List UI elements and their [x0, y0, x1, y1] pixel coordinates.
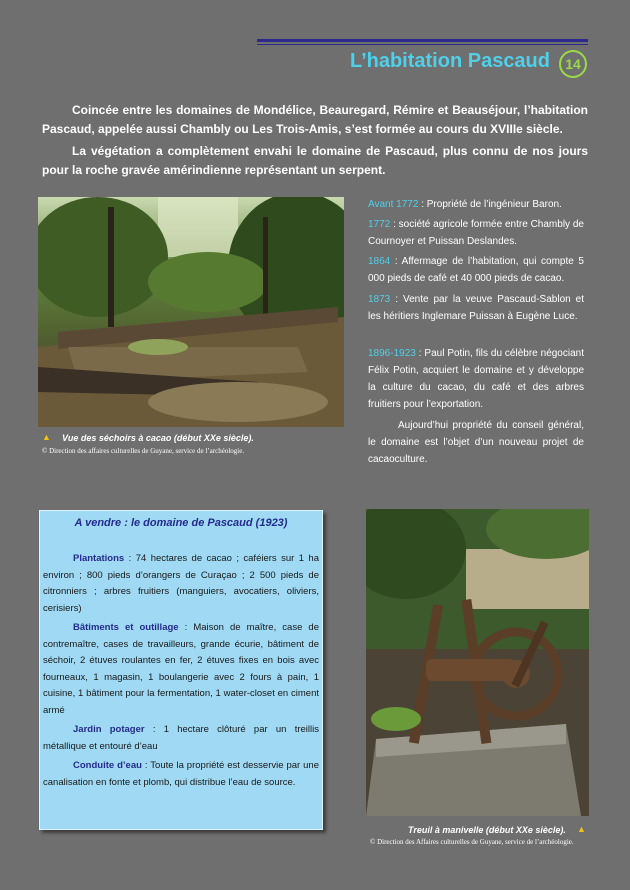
header-rule-thick — [257, 39, 588, 42]
page-title: L’habitation Pascaud — [349, 50, 550, 72]
winch-photo — [366, 509, 589, 816]
photo2-caption: Treuil à manivelle (début XXe siècle). — [408, 825, 566, 835]
timeline-item: 1772 : société agricole formée entre Chambly de Cournoyer et Puissan Deslandes. — [368, 219, 584, 247]
header-rule-thin — [257, 44, 588, 45]
photo1-caption: Vue des séchoirs à cacao (début XXe siècle). — [62, 433, 254, 443]
sale-notice-box — [39, 510, 323, 830]
timeline-item: 1896-1923 : Paul Potin, fils du célèbre négociant Félix Potin, acquiert le domaine et y développe la culture du cacao, du café et des arbres fruitiers pour l’exportation. — [368, 348, 584, 410]
timeline-item: 1864 : Affermage de l’habitation, qui compte 5 000 pieds de café et 40 000 pieds de cacao. — [368, 256, 584, 284]
intro-paragraph-2: La végétation a complètement envahi le domaine de Pascaud, plus connu de nos jours pour la roche gravée amérindienne représentant un serpent. — [42, 144, 588, 177]
sale-section-water: Conduite d’eau : Toute la propriété est desservie par une canalisation en fonte et plomb, qui distribue l’eau de source. — [43, 760, 319, 788]
intro-paragraph-1: Coincée entre les domaines de Mondélice, Beauregard, Rémire et Beauséjour, l’habitation Pascaud, appelée aussi Chambly ou Les Trois-Amis, s’est formée au cours du XVIIIe siècle. — [42, 103, 588, 136]
timeline-item: 1873 : Vente par la veuve Pascaud-Sablon et les héritiers Inglemare Puissan à Eugène Luce. — [368, 294, 584, 322]
sale-box-title: A vendre : le domaine de Pascaud (1923) — [74, 517, 288, 529]
warning-triangle-icon: ▲ — [42, 432, 51, 442]
cacao-dryers-photo — [38, 197, 344, 427]
sale-section-plantations: Plantations : 74 hectares de cacao ; caféiers sur 1 ha environ ; 800 pieds d’orangers de Curaçao ; 2 500 pieds de citronniers ; arbres fruitiers (manguiers, avocatiers, oliviers, cerisiers) — [43, 553, 319, 614]
warning-triangle-icon: ▲ — [577, 824, 586, 834]
sale-section-garden: Jardin potager : 1 hectare clôturé par un treillis métallique et entouré d’eau — [43, 724, 319, 752]
timeline-closing: Aujourd’hui propriété du conseil général, le domaine est l’objet d’un nouveau projet de cacaoculture. — [368, 420, 584, 465]
photo2-credit: © Direction des Affaires culturelles de Guyane, service de l’archéologie. — [370, 838, 574, 846]
sale-section-buildings: Bâtiments et outillage : Maison de maître, case de contremaître, cases de travailleurs, grande écurie, bâtiment de séchoir, 2 étuves roulantes en fer, 2 étuves fixes en bois avec fourneaux, 1 magasin, 1 boulangerie avec 2 fours à pain, 1 cuisine, 1 bâtiment pour la fermentation, 1 water-closet en ciment armé — [43, 622, 319, 716]
timeline-item: Avant 1772 : Propriété de l’ingénieur Baron. — [368, 199, 562, 210]
page-number-badge: 14 — [559, 50, 587, 78]
photo1-credit: © Direction des affaires culturelles de Guyane, service de l’archéologie. — [42, 447, 245, 455]
